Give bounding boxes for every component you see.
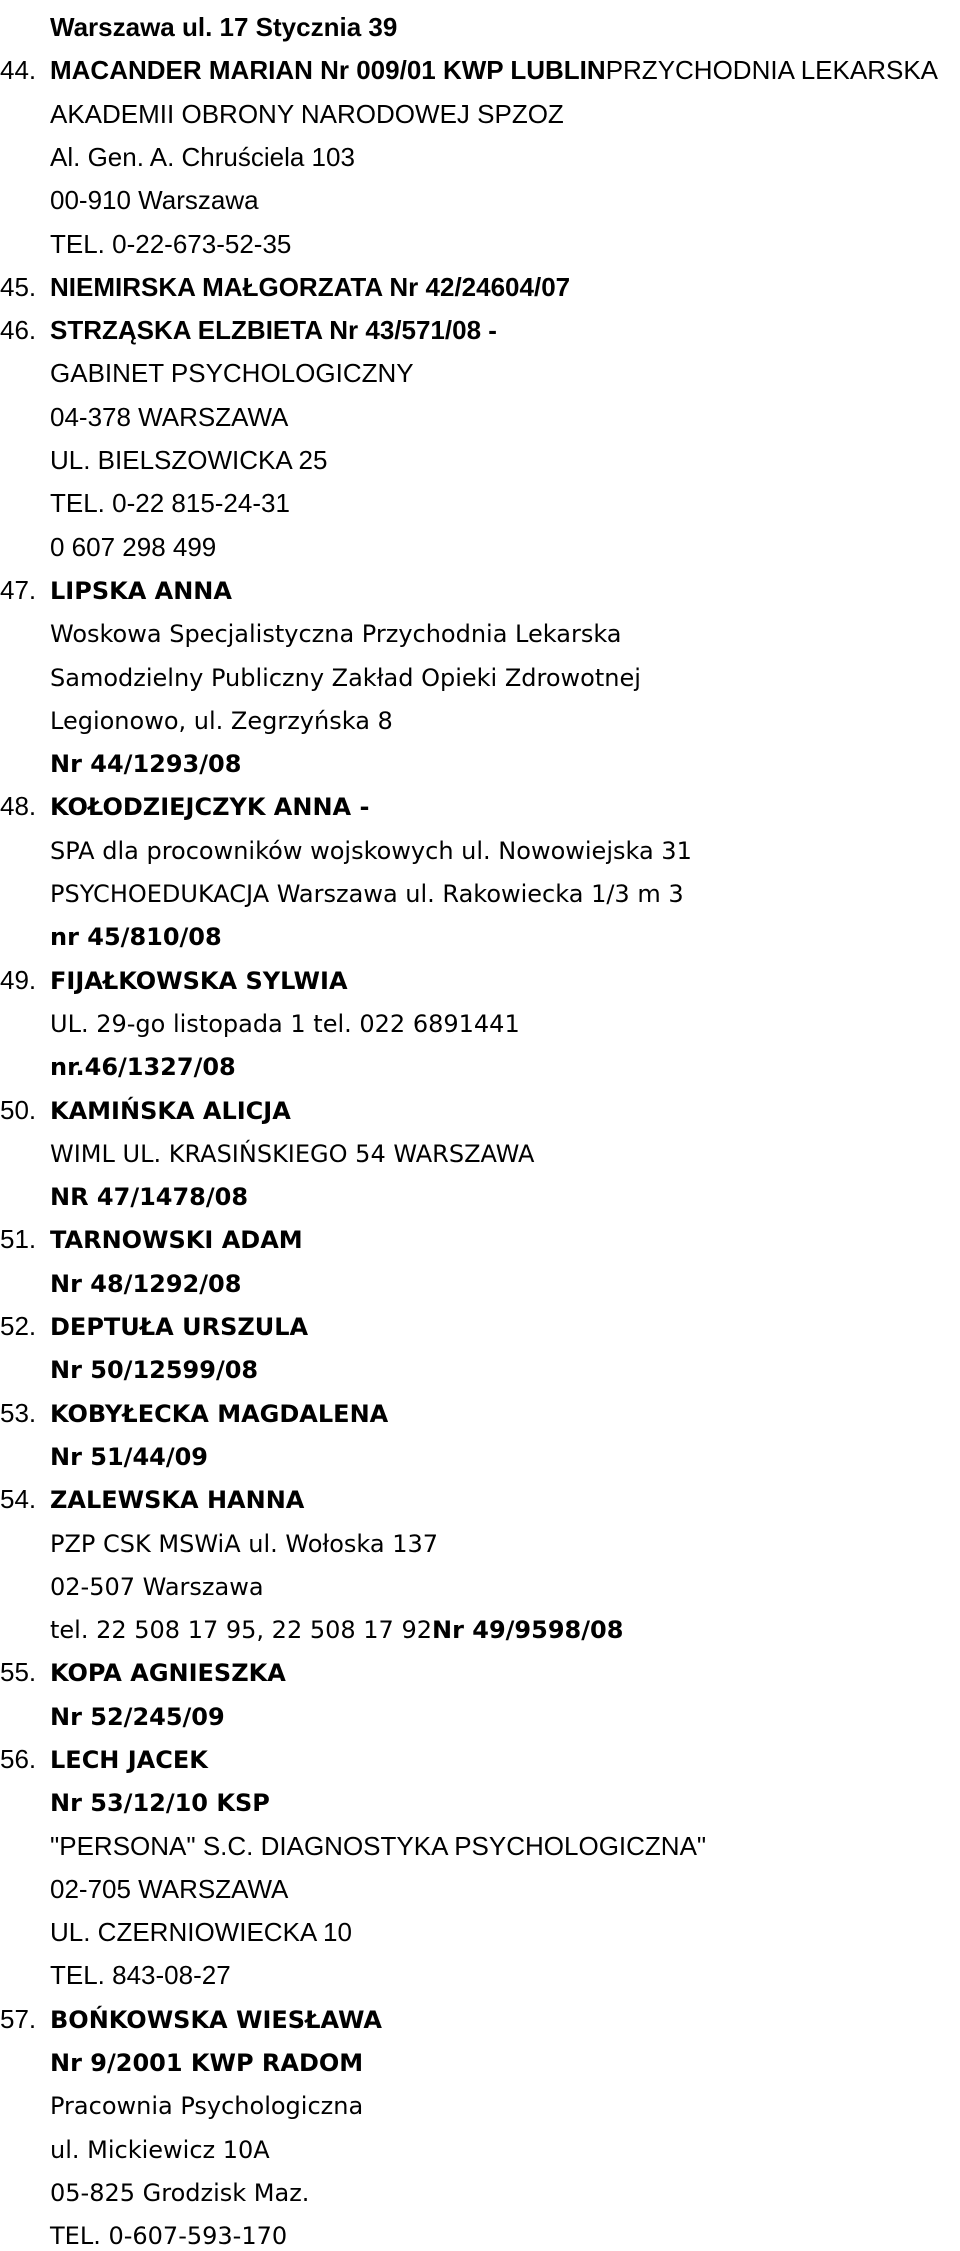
document-line [50, 2134, 270, 2165]
text-segment: 0 607 298 499 [50, 532, 217, 562]
bold-text: DEPTUŁA URSZULA [50, 1313, 309, 1341]
bold-text: KOŁODZIEJCZYK ANNA - [50, 793, 370, 821]
document-line [50, 1181, 248, 1212]
document-line [0, 315, 497, 345]
document-line [50, 1571, 264, 1602]
document-line [50, 878, 684, 909]
entry-number: 53. [0, 1398, 37, 1428]
bold-text: Warszawa ul. 17 Stycznia 39 [50, 12, 398, 42]
bold-text: TARNOWSKI ADAM [50, 1226, 303, 1254]
entry-number: 49. [0, 965, 37, 995]
bold-text: nr 45/810/08 [50, 923, 222, 951]
document-line [50, 402, 288, 432]
bold-text: LIPSKA ANNA [50, 577, 232, 605]
text-segment: TEL. 0-607-593-170 [50, 2222, 288, 2250]
document-line [50, 12, 397, 42]
document-line [50, 2177, 309, 2208]
document-line [0, 1095, 291, 1126]
text-segment: SPA dla procowników wojskowych ul. Nowowiejska 31 [50, 837, 692, 865]
document-line [50, 1960, 231, 1990]
bold-text: NR 47/1478/08 [50, 1183, 249, 1211]
document-line [50, 1528, 438, 1559]
document-line [50, 1917, 352, 1947]
document-line [50, 532, 216, 562]
text-segment: Al. Gen. A. Chruściela 103 [50, 142, 355, 172]
document-line [0, 965, 348, 996]
text-segment: 02-705 WARSZAWA [50, 1874, 289, 1904]
document-line [0, 1657, 286, 1688]
document-line [0, 575, 232, 606]
bold-text: Nr 53/12/10 KSP [50, 1789, 270, 1817]
text-segment: WIML UL. KRASIŃSKIEGO 54 WARSZAWA [50, 1140, 535, 1168]
text-segment: Woskowa Specjalistyczna Przychodnia Lekarska [50, 620, 622, 648]
bold-text: MACANDER MARIAN Nr 009/01 KWP LUBLIN [50, 55, 606, 85]
document-line [50, 1354, 258, 1385]
bold-text: KAMIŃSKA ALICJA [50, 1097, 291, 1125]
bold-text: Nr 48/1292/08 [50, 1270, 242, 1298]
document-line [50, 748, 241, 779]
entry-number: 52. [0, 1311, 37, 1341]
document-line [50, 1787, 270, 1818]
text-segment: PSYCHOEDUKACJA Warszawa ul. Rakowiecka 1/3 m 3 [50, 880, 684, 908]
text-segment: UL. BIELSZOWICKA 25 [50, 445, 328, 475]
document-line [50, 1138, 534, 1169]
bold-text: NIEMIRSKA MAŁGORZATA Nr 42/24604/07 [50, 272, 571, 302]
document-line [50, 2220, 287, 2251]
bold-text: FIJAŁKOWSKA SYLWIA [50, 967, 348, 995]
entry-number: 44. [0, 55, 37, 85]
text-segment: UL. CZERNIOWIECKA 10 [50, 1917, 352, 1947]
entry-number: 57. [0, 2004, 37, 2034]
text-segment: 00-910 Warszawa [50, 185, 259, 215]
document-line [0, 1311, 309, 1342]
document-line [50, 2090, 363, 2121]
bold-text: BOŃKOWSKA WIESŁAWA [50, 2006, 382, 2034]
document-line [50, 142, 355, 172]
entry-number: 56. [0, 1744, 37, 1774]
text-segment: Legionowo, ul. Zegrzyńska 8 [50, 707, 393, 735]
text-segment: AKADEMII OBRONY NARODOWEJ SPZOZ [50, 99, 564, 129]
document-line [50, 99, 564, 129]
document-line [50, 835, 692, 866]
bold-text: nr.46/1327/08 [50, 1053, 236, 1081]
bold-text: Nr 44/1293/08 [50, 750, 242, 778]
entry-number: 55. [0, 1657, 37, 1687]
document-line [50, 618, 622, 649]
text-segment: PZP CSK MSWiA ul. Wołoska 137 [50, 1530, 439, 1558]
text-segment: Samodzielny Publiczny Zakład Opieki Zdrowotnej [50, 664, 641, 692]
document-line [0, 1484, 305, 1515]
document-line [50, 1614, 623, 1645]
text-segment: 02-507 Warszawa [50, 1573, 264, 1601]
bold-text: Nr 50/12599/08 [50, 1356, 259, 1384]
document-line [50, 1008, 520, 1039]
entry-number: 51. [0, 1224, 37, 1254]
document-line [50, 488, 290, 518]
document-line [50, 921, 222, 952]
document-line [0, 2004, 382, 2035]
text-segment: 04-378 WARSZAWA [50, 402, 289, 432]
bold-text: KOBYŁECKA MAGDALENA [50, 1400, 389, 1428]
bold-text: KOPA AGNIESZKA [50, 1659, 286, 1687]
bold-text: ZALEWSKA HANNA [50, 1486, 305, 1514]
text-segment: 05-825 Grodzisk Maz. [50, 2179, 310, 2207]
document-line [50, 229, 291, 259]
document-line [50, 1831, 706, 1861]
entry-number: 48. [0, 791, 37, 821]
bold-text: Nr 9/2001 KWP RADOM [50, 2049, 364, 2077]
text-segment: ul. Mickiewicz 10A [50, 2136, 270, 2164]
document-line [50, 1268, 241, 1299]
bold-text: Nr 52/245/09 [50, 1703, 225, 1731]
entry-number: 54. [0, 1484, 37, 1514]
document-line [50, 1701, 225, 1732]
document-line [0, 272, 571, 302]
bold-text: STRZĄSKA ELZBIETA Nr 43/571/08 - [50, 315, 497, 345]
entry-number: 46. [0, 315, 37, 345]
document-line [0, 1224, 303, 1255]
bold-text: Nr 49/9598/08 [431, 1616, 624, 1644]
text-segment: UL. 29-go listopada 1 tel. 022 6891441 [50, 1010, 520, 1038]
document-line [50, 1874, 288, 1904]
bold-text: Nr 51/44/09 [50, 1443, 209, 1471]
text-segment: TEL. 0-22 815-24-31 [50, 488, 290, 518]
entry-number: 47. [0, 575, 37, 605]
text-segment: PRZYCHODNIA LEKARSKA [605, 55, 938, 85]
document-line [0, 55, 938, 85]
text-segment: tel. 22 508 17 95, 22 508 17 92 [50, 1616, 432, 1644]
document-line [50, 445, 327, 475]
text-segment: Pracownia Psychologiczna [50, 2092, 364, 2120]
text-segment: TEL. 0-22-673-52-35 [50, 229, 292, 259]
document-line [0, 1398, 389, 1429]
document-line [50, 662, 641, 693]
entry-number: 50. [0, 1095, 37, 1125]
entry-number: 45. [0, 272, 37, 302]
document-line [50, 1441, 208, 1472]
text-segment: "PERSONA" S.C. DIAGNOSTYKA PSYCHOLOGICZNA" [50, 1831, 707, 1861]
document-line [50, 358, 414, 388]
document-line [0, 1744, 208, 1775]
document-line [50, 185, 259, 215]
document-line [50, 2047, 363, 2078]
bold-text: LECH JACEK [50, 1746, 208, 1774]
document-line [0, 791, 370, 822]
text-segment: GABINET PSYCHOLOGICZNY [50, 358, 414, 388]
text-segment: TEL. 843-08-27 [50, 1960, 231, 1990]
document-line [50, 705, 393, 736]
document-line [50, 1051, 236, 1082]
